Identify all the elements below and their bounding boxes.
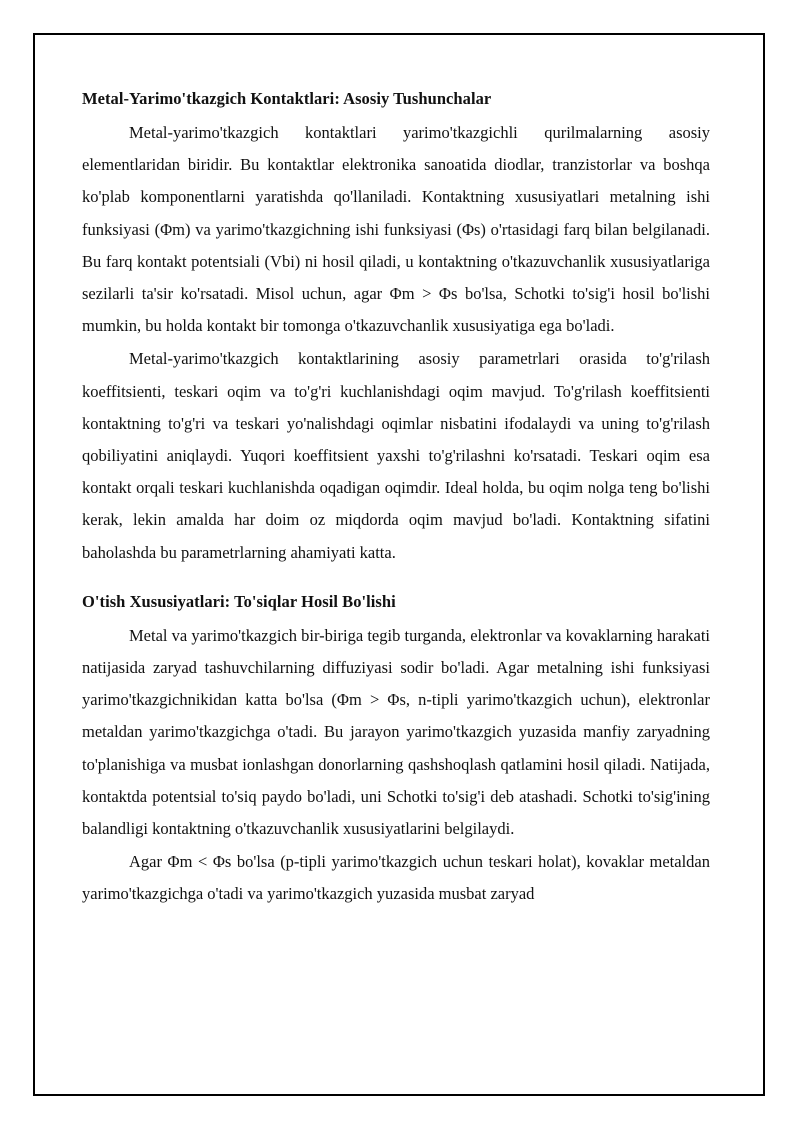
section-heading: Metal-Yarimo'tkazgich Kontaktlari: Asosiy Tushunchalar xyxy=(82,89,492,108)
paragraph: Metal-yarimo'tkazgich kontaktlarining asosiy parametrlari orasida to'g'rilash koeffitsienti, teskari oqim va to'g'ri kuchlanishdagi oqim mavjud. To'g'rilash koeffitsienti kontaktning to'g'ri va teskari yo'nalishdagi oqimlar nisbatini ifodalaydi va uning to'g'rilash qobiliyatini aniqlaydi. Yuqori koeffitsient yaxshi to'g'rilashni ko'rsatadi. Teskari oqim esa kontakt orqali teskari kuchlanishda oqadigan oqimdir. Ideal holda, bu oqim nolga teng bo'lishi kerak, lekin amalda har doim oz miqdorda oqim mavjud bo'ladi. Kontaktning sifatini baholashda bu parametrlarning ahamiyati katta. xyxy=(82,349,710,562)
paragraph: Agar Φm < Φs bo'lsa (p-tipli yarimo'tkazgich uchun teskari holat), kovaklar metaldan yarimo'tkazgichga o'tadi va yarimo'tkazgich yuzasida musbat zaryad xyxy=(82,852,710,904)
paragraph: Metal va yarimo'tkazgich bir-biriga tegib turganda, elektronlar va kovaklarning harakati natijasida zaryad tashuvchilarning diffuziyasi sodir bo'ladi. Agar metalning ishi funksiyasi yarimo'tkazgichnikidan katta bo'lsa (Φm > Φs, n-tipli yarimo'tkazgich uchun), elektronlar metaldan yarimo'tkazgichga o'tadi. Bu jarayon yarimo'tkazgich yuzasida manfiy zaryadning to'planishiga va musbat ionlashgan donorlarning qashshoqlash qatlamini hosil qiladi. Natijada, kontaktda potentsial to'siq paydo bo'ladi, uni Schotki to'sig'i deb atashadi. Schotki to'sig'ining balandligi kontaktning o'tkazuvchanlik xususiyatlarini belgilaydi. xyxy=(82,625,710,839)
document-body xyxy=(82,83,710,911)
section-heading: O'tish Xususiyatlari: To'siqlar Hosil Bo'lishi xyxy=(82,591,396,611)
paragraph: Metal-yarimo'tkazgich kontaktlari yarimo'tkazgichli qurilmalarning asosiy elementlaridan biridir. Bu kontaktlar elektronika sanoatida diodlar, tranzistorlar va boshqa ko'plab komponentlarni yaratishda qo'llaniladi. Kontaktning xususiyatlari metalning ishi funksiyasi (Φm) va yarimo'tkazgichning ishi funksiyasi (Φs) o'rtasidagi farq bilan belgilanadi. Bu farq kontakt potentsiali (Vbi) ni hosil qiladi, u kontaktning o'tkazuvchanlik xususiyatlariga sezilarli ta'sir ko'rsatadi. Misol uchun, agar Φm > Φs bo'lsa, Schotki to'sig'i hosil bo'lishi mumkin, bu holda kontakt bir tomonga o'tkazuvchanlik xususiyatiga ega bo'ladi. xyxy=(82,123,710,336)
